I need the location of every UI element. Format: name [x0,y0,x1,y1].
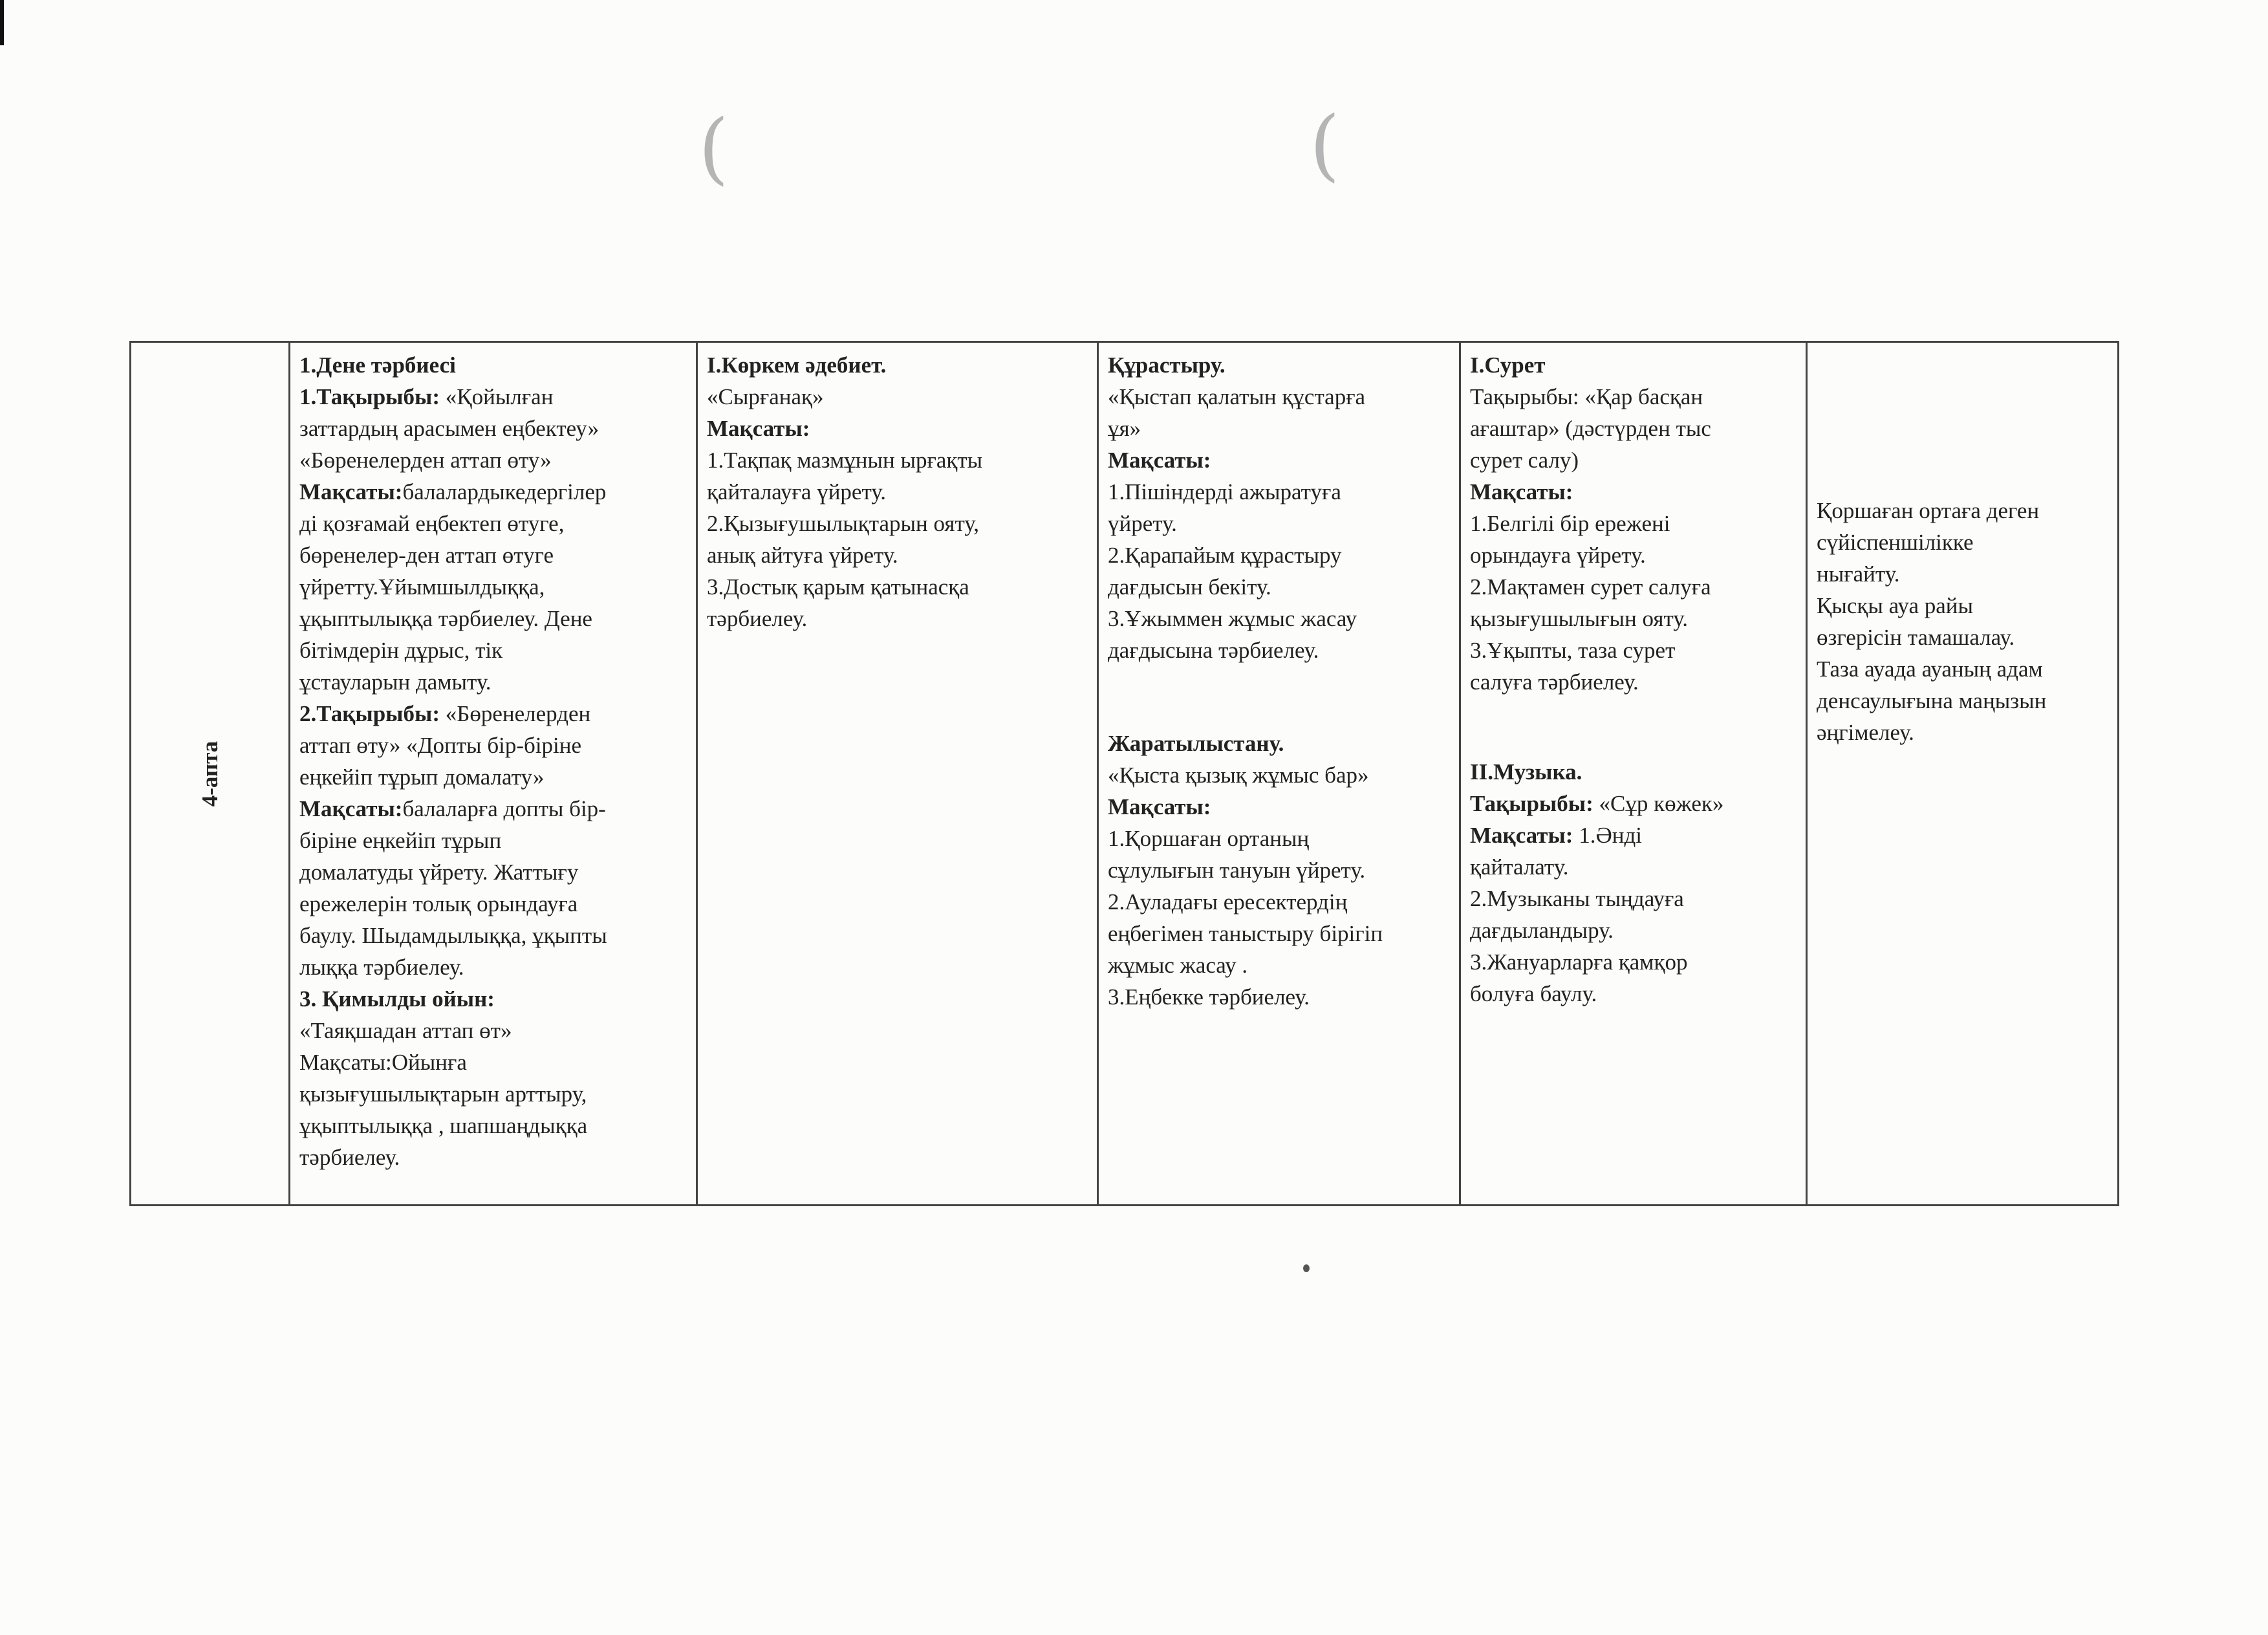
cell-line: «Бөренелерден аттап өту» [299,448,552,473]
cell-line: Қоршаған ортаға деген [1817,498,2040,523]
cell-line: 3.Ұқыпты, таза сурет [1470,638,1676,663]
cell-line: ережелерін толық орындауға [299,891,578,916]
scan-edge-mark [0,0,4,45]
cell-line: қайталату. [1470,854,1569,880]
cell-line: Қысқы ауа райы [1817,593,1974,618]
cell-line: Мақсаты: [1108,448,1211,473]
cell-line: Мақсаты:Ойынға [299,1050,467,1075]
table-row [131,342,2119,1206]
cell-line: үйретту.Ұйымшылдыққа, [299,574,545,600]
cell-line: ұқыптылыққа тәрбиелеу. Дене [299,606,592,631]
cell-line: Жаратылыстану. [1108,731,1284,756]
cell-line: орындауға үйрету. [1470,543,1646,568]
cell-line: сұлулығын тануын үйрету. [1108,858,1366,883]
cell-line: «Таяқшадан аттап өт» [299,1018,512,1043]
cell-line: бөренелер-ден аттап өтуге [299,543,554,568]
cell-line: 2.Ауладағы ересектердің [1108,889,1348,915]
cell-line: қызығушылығын ояту. [1470,606,1689,631]
cell-line: заттардың арасымен еңбектеу» [299,416,599,441]
cell-line: бітімдерін дұрыс, тік [299,638,503,663]
cell-line: «Сырғанақ» [707,384,824,409]
cell-line: 3.Еңбекке тәрбиелеу. [1108,984,1310,1010]
cell-line: І.Көркем әдебиет. [707,352,887,378]
cell-line: 1.Қоршаған ортаның [1108,826,1310,851]
cell-line: анық айтуға үйрету. [707,543,898,568]
spacer [1108,666,1451,728]
cell-line: Мақсаты: 1.Әнді [1470,823,1642,848]
cell-line: еңбегімен таныстыру бірігіп [1108,921,1383,946]
cell-line: Мақсаты:балаларға допты бір- [299,796,606,821]
art-music-cell [1460,342,1807,1206]
cell-line: ұқыптылыққа , шапшаңдыққа [299,1113,588,1138]
cell-line: 1.Тақырыбы: «Қойылған [299,384,554,409]
cell-line: сурет салу) [1470,448,1579,473]
cell-line: біріне еңкейіп тұрып [299,828,502,853]
cell-line: дағдысына тәрбиелеу. [1108,638,1319,663]
week-cell [131,342,290,1206]
cell-line: болуға баулу. [1470,981,1597,1006]
cell-line: нығайту. [1817,561,1900,587]
physical-education-cell [290,342,697,1206]
cell-line: Құрастыру. [1108,352,1226,378]
lesson-plan-table [129,341,2119,1206]
cell-line: дағдысын бекіту. [1108,574,1271,600]
environment-cell [1807,342,2119,1206]
cell-line: қызығушылықтарын арттыру, [299,1081,587,1107]
spacer [1470,698,1798,756]
cell-line: «Қыста қызық жұмыс бар» [1108,763,1369,788]
cell-line: 2.Музыканы тыңдауға [1470,886,1684,911]
cell-line: 1.Белгілі бір ережені [1470,511,1670,536]
cell-line: еңкейіп тұрып домалату» [299,764,545,790]
cell-line: 3.Достық қарым қатынасқа [707,574,969,600]
cell-line: 3.Ұжыммен жұмыс жасау [1108,606,1357,631]
cell-line: лыққа тәрбиелеу. [299,955,464,980]
cell-line: Тақырыбы: «Сұр көжек» [1470,791,1724,816]
cell-line: әңгімелеу. [1817,720,1914,745]
cell-line: өзгерісін тамашалау. [1817,625,2015,650]
cell-line: 2.Қарапайым құрастыру [1108,543,1342,568]
cell-line: Мақсаты: [1108,794,1211,819]
cell-line: Таза ауада ауаның адам [1817,656,2043,682]
cell-line: 3.Жануарларға қамқор [1470,949,1688,975]
cell-line: ұстауларын дамыту. [299,669,491,695]
cell-line: 3. Қимылды ойын: [299,986,495,1012]
cell-line: тәрбиелеу. [299,1145,400,1170]
scan-artifact-paren: ( [698,103,729,193]
cell-line: ұя» [1108,416,1141,441]
cell-line: 2.Қызығушылықтарын ояту, [707,511,980,536]
cell-line: 2.Тақырыбы: «Бөренелерден [299,701,591,726]
cell-line: Тақырыбы: «Қар басқан [1470,384,1703,409]
week-label: 4-апта [197,741,222,807]
cell-line: үйрету. [1108,511,1177,536]
cell-line: Мақсаты: [1470,479,1573,504]
cell-line: 1.Дене тәрбиесі [299,352,456,378]
scan-speck [1303,1264,1310,1272]
cell-line: денсаулығына маңызын [1817,688,2047,713]
cell-line: дағдыландыру. [1470,918,1614,943]
cell-line: қайталауға үйрету. [707,479,887,504]
cell-line: ді қозғамай еңбектеп өтуге, [299,511,565,536]
cell-line: Мақсаты:балалардыкедергілер [299,479,607,504]
cell-line: ІІ.Музыка. [1470,759,1582,785]
construction-nature-cell [1098,342,1460,1206]
cell-line: салуға тәрбиелеу. [1470,669,1639,695]
cell-line: «Қыстап қалатын құстарға [1108,384,1366,409]
cell-line: І.Сурет [1470,352,1546,378]
literature-cell [697,342,1098,1206]
cell-line: ағаштар» (дәстүрден тыс [1470,416,1711,441]
cell-line: Мақсаты: [707,416,810,441]
cell-line: домалатуды үйрету. Жаттығу [299,860,579,885]
cell-line: аттап өту» «Допты бір-біріне [299,733,582,758]
scan-artifact-paren: ( [1310,100,1340,190]
cell-line: 1.Пішіндерді ажыратуға [1108,479,1341,504]
cell-line: баулу. Шыдамдылыққа, ұқыпты [299,923,607,948]
cell-line: жұмыс жасау . [1108,953,1248,978]
cell-line: сүйіспеншілікке [1817,530,1974,555]
cell-line: 2.Мақтамен сурет салуға [1470,574,1711,600]
cell-line: тәрбиелеу. [707,606,808,631]
cell-line: 1.Тақпақ мазмұнын ырғақты [707,448,983,473]
